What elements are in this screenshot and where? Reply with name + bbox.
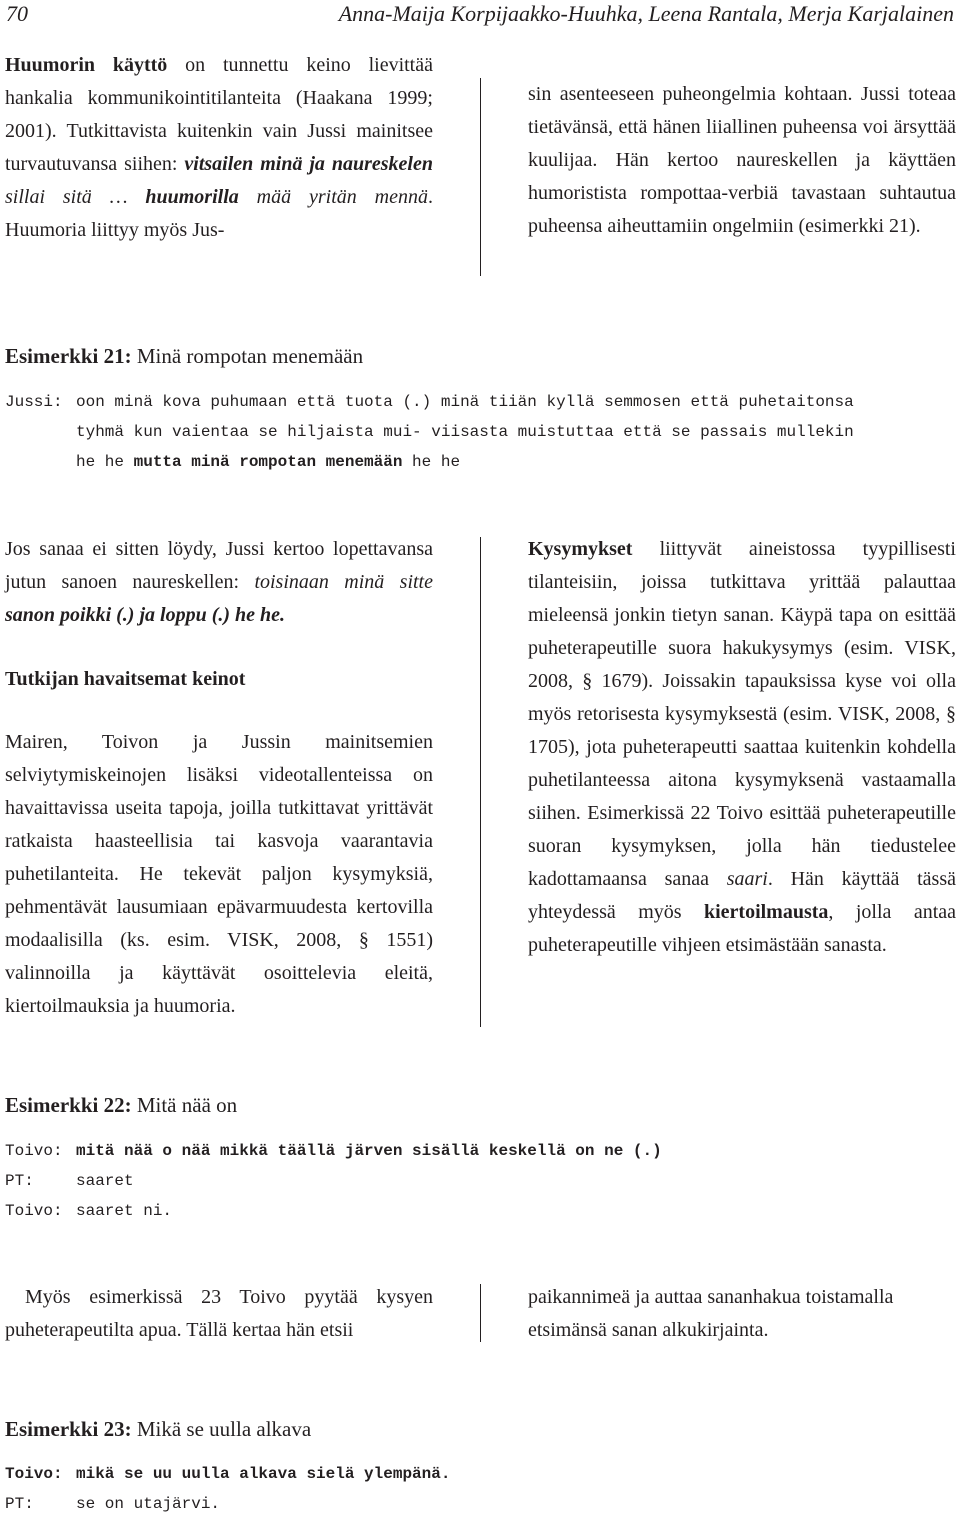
top-right-column: [528, 78, 956, 243]
paragraph-example-23-intro: Myös esimerkissä 23 Toivo pyytää kysyen puheterapeutilta apua. Tällä kertaa hän etsii: [5, 1286, 433, 1341]
speaker: Toivo:: [5, 1465, 63, 1483]
top-left-column: [5, 49, 433, 247]
term-circumlocution: kiertoilmausta: [703, 901, 829, 923]
transcript-22-line-1: [76, 1136, 662, 1166]
example-caption: Mitä nää on: [131, 1093, 238, 1117]
example-22-title: [5, 1092, 237, 1118]
term-humor-use: Huumorin käyttö: [5, 54, 168, 76]
example-label: Esimerkki 21:: [5, 344, 132, 368]
quote-bold: sanon poikki (.) ja loppu (.) he he.: [5, 604, 286, 626]
mid-left-column: [5, 533, 433, 1023]
paragraph-kysymykset: [528, 533, 956, 962]
bottom-left-column: [5, 1281, 433, 1347]
quote: mää yritän mennä: [238, 186, 428, 208]
transcript-22-speaker-1: Toivo:: [5, 1142, 63, 1160]
quote: saari: [726, 868, 768, 890]
example-21-title: [5, 343, 363, 369]
mid-right-column: [528, 533, 956, 962]
quote-bold: vitsailen minä ja naureskelen: [184, 153, 433, 175]
column-rule: [480, 1284, 481, 1342]
emphasis: mikä se uu uulla alkava sielä ylempänä.: [76, 1465, 451, 1483]
quote-bold: huumorilla: [145, 186, 239, 208]
paragraph-attitude: sin asenteeseen puheongelmia kohtaan. Jussi toteaa tietävänsä, että hänen liiallinen puheensa voi ärsyttää kuulijaa. Hän kertoo naureskellen ja käyttäen humoristista rompottaa-verbiä tavastaan suhtautua puheensa aiheuttamiin ongelmiin (esimerkki 21).: [528, 83, 956, 237]
example-label: Esimerkki 22:: [5, 1093, 132, 1117]
transcript-22-line-3: saaret ni.: [76, 1202, 173, 1220]
page-number: 70: [6, 1, 28, 26]
example-label: Esimerkki 23:: [5, 1417, 132, 1441]
bottom-right-column: [528, 1281, 956, 1347]
example-23-title: [5, 1416, 311, 1442]
text: he he: [76, 453, 134, 471]
transcript-23-speaker-1: [5, 1459, 63, 1489]
transcript-21-speaker: Jussi:: [5, 393, 63, 411]
text: . Huumoria liittyy myös Jus-: [5, 186, 433, 241]
transcript-21-line-3: [76, 447, 460, 477]
running-header-authors: Anna-Maija Korpijaakko-Huuhka, Leena Rantala, Merja Karjalainen: [338, 1, 954, 26]
term-questions: Kysymykset: [528, 538, 633, 560]
example-caption: Minä rompotan menemään: [131, 344, 364, 368]
column-rule: [480, 537, 481, 1027]
section-heading: Tutkijan havaitsemat keinot: [5, 668, 246, 690]
text: he he: [402, 453, 461, 471]
transcript-23-line-1: [76, 1459, 450, 1489]
transcript-21-line-1: oon minä kova puhumaan että tuota (.) minä tiiän kyllä semmosen että puhetaitonsa: [76, 393, 854, 411]
paragraph-keinot: Mairen, Toivon ja Jussin mainitsemien selviytymiskeinojen lisäksi videotallenteissa on havaittavissa useita tapoja, joilla tutkittavat yrittävät ratkaista haasteellisia tai kasvoja vaarantavia puhetilanteita. He tekevät paljon kysymyksiä, pehmentävät lausumiaan epävarmuudesta kertovilla modaalisilla (ks. esim. VISK, 2008, § 1551) valinnoilla ja käyttävät osoittelevia eleitä, kiertoilmauksia ja huumoria.: [5, 731, 433, 1017]
transcript-22-speaker-2: PT:: [5, 1172, 34, 1190]
text: liittyvät aineistossa tyypillisesti tilanteisiin, joissa tutkittava yrittää palauttaa mieleensä jonkin tietyn sanan. Käypä tapa on esittää puheterapeutille suora hakukysymys (esim. VISK, 2008, § 1679). Joissakin tapauksissa kyse voi olla myös retorisesta kysymyksestä (esim. VISK, 2008, § 1705), jota puheterapeutti saattaa kuitenkin kohdella puhetilanteessa aitona kysymyksenä vastaamalla siihen. Esimerkissä 22 Toivo esittää puheterapeutille suoran kysymyksen, jolla hän tiedustelee kadottamaansa sanaa: [528, 538, 956, 890]
paragraph-humor: [5, 49, 433, 247]
text: Jos sanaa ei sitten löydy, Jussi kertoo lopettavansa jutun sanoen naureskellen:: [5, 538, 433, 593]
emphasis: mutta minä rompotan menemään: [133, 453, 403, 471]
emphasis: mitä nää o nää mikkä täällä järven sisällä keskellä on ne (.): [76, 1142, 662, 1160]
text: . Hän käyttää tässä yhteydessä myös: [528, 868, 956, 923]
paragraph-example-23-cont: paikannimeä ja auttaa sananhakua toistamalla etsimänsä sanan alkukirjainta.: [528, 1286, 894, 1341]
text: on tunnettu keino lievittää hankalia kommunikointitilanteita (Haakana 1999; 2001). Tutkittavista kuitenkin vain Jussi mainitsee turvautuvansa siihen:: [5, 54, 433, 175]
transcript-22-speaker-3: Toivo:: [5, 1202, 63, 1220]
transcript-22-line-2: saaret: [76, 1172, 134, 1190]
example-caption: Mikä se uulla alkava: [131, 1417, 312, 1441]
quote: sillai sitä …: [5, 186, 146, 208]
transcript-21-line-2: tyhmä kun vaientaa se hiljaista mui- viisasta muistuttaa että se passais mullekin: [76, 423, 854, 441]
column-rule: [480, 78, 481, 276]
transcript-23-line-2: se on utajärvi.: [76, 1495, 221, 1513]
quote: toisinaan minä sitte: [254, 571, 433, 593]
text: , jolla antaa puheterapeutille vihjeen etsimästään sanasta.: [528, 901, 957, 956]
paragraph-lopettaa: [5, 533, 433, 632]
transcript-23-speaker-2: PT:: [5, 1495, 34, 1513]
